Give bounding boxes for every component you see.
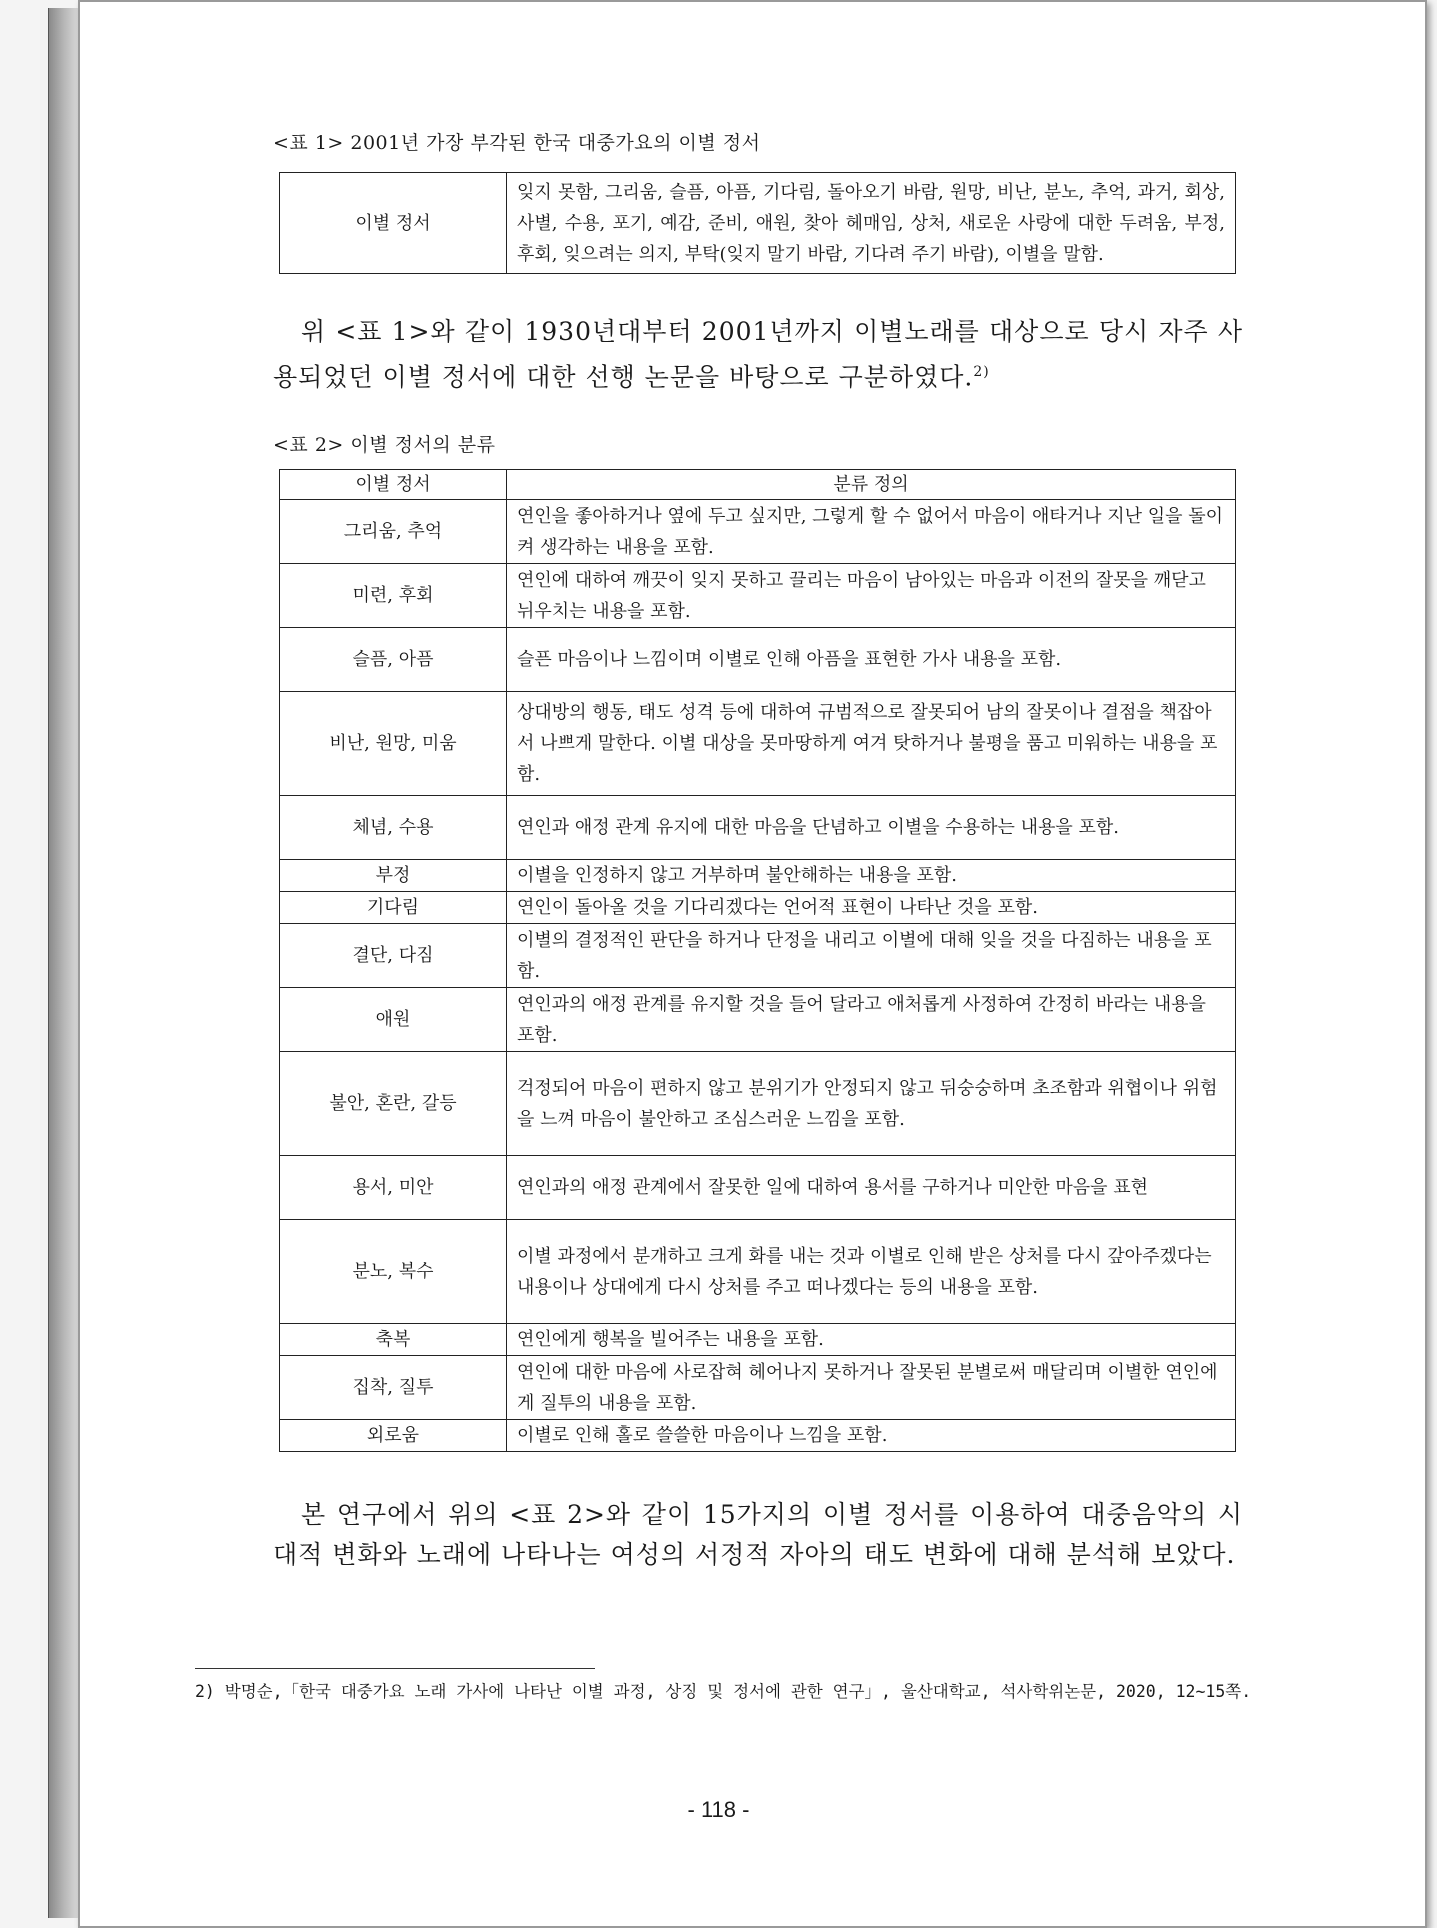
table1-label: 이별 정서 (280, 173, 507, 274)
row-label: 기다림 (280, 892, 507, 924)
row-definition: 연인과의 애정 관계에서 잘못한 일에 대하여 용서를 구하거나 미안한 마음을 표현 (507, 1156, 1236, 1220)
table-row (280, 988, 1236, 1052)
row-definition: 연인을 좋아하거나 옆에 두고 싶지만, 그렇게 할 수 없어서 마음이 애타거나 지난 일을 돌이켜 생각하는 내용을 포함. (507, 500, 1236, 564)
page-number: - 118 - (687, 1797, 750, 1822)
table-row (280, 1356, 1236, 1420)
table-row (280, 564, 1236, 628)
table-row (280, 1220, 1236, 1324)
table-row (280, 924, 1236, 988)
row-label: 부정 (280, 860, 507, 892)
table1 (279, 172, 1236, 274)
row-label: 결단, 다짐 (280, 924, 507, 988)
table-row (280, 500, 1236, 564)
row-label: 비난, 원망, 미움 (280, 692, 507, 796)
footnote: 2) 박명순,「한국 대중가요 노래 가사에 나타난 이별 과정, 상징 및 정서에 관한 연구」, 울산대학교, 석사학위논문, 2020, 12~15쪽. (195, 1682, 1252, 1701)
row-definition: 이별을 인정하지 않고 거부하며 불안해하는 내용을 포함. (507, 860, 1236, 892)
paragraph-1 (273, 312, 1243, 397)
row-definition: 상대방의 행동, 태도 성격 등에 대하여 규범적으로 잘못되어 남의 잘못이나 결점을 책잡아서 나쁘게 말한다. 이별 대상을 못마땅하게 여겨 탓하거나 불평을 품고 미워하는 내용을 포함. (507, 692, 1236, 796)
row-definition: 걱정되어 마음이 편하지 않고 분위기가 안정되지 않고 뒤숭숭하며 초조함과 위협이나 위험을 느껴 마음이 불안하고 조심스러운 느낌을 포함. (507, 1052, 1236, 1156)
header-cell-emotion: 이별 정서 (280, 470, 507, 500)
row-definition: 연인과의 애정 관계를 유지할 것을 들어 달라고 애처롭게 사정하여 간정히 바라는 내용을 포함. (507, 988, 1236, 1052)
row-definition: 이별의 결정적인 판단을 하거나 단정을 내리고 이별에 대해 잊을 것을 다짐하는 내용을 포함. (507, 924, 1236, 988)
table-row (280, 796, 1236, 860)
row-label: 외로움 (280, 1420, 507, 1452)
table-row (280, 892, 1236, 924)
row-definition: 슬픈 마음이나 느낌이며 이별로 인해 아픔을 표현한 가사 내용을 포함. (507, 628, 1236, 692)
table-header-row (280, 470, 1236, 500)
row-label: 분노, 복수 (280, 1220, 507, 1324)
table-row (280, 1324, 1236, 1356)
table-row (280, 860, 1236, 892)
row-label: 미련, 후회 (280, 564, 507, 628)
row-label: 집착, 질투 (280, 1356, 507, 1420)
row-label: 용서, 미안 (280, 1156, 507, 1220)
paragraph-1-text: 위 <표 1>와 같이 1930년대부터 2001년까지 이별노래를 대상으로 당시 자주 사용되었던 이별 정서에 대한 선행 논문을 바탕으로 구분하였다. (273, 317, 1243, 392)
table1-content: 잊지 못함, 그리움, 슬픔, 아픔, 기다림, 돌아오기 바람, 원망, 비난, 분노, 추억, 과거, 회상, 사별, 수용, 포기, 예감, 준비, 애원, 찾아 헤매임, 상처, 새로운 사랑에 대한 두려움, 부정, 후회, 잊으려는 의지, 부탁(잊지 말기 바람, 기다려 주기 바람), 이별을 말함. (507, 173, 1236, 274)
row-definition: 연인이 돌아올 것을 기다리겠다는 언어적 표현이 나타난 것을 포함. (507, 892, 1236, 924)
row-definition: 연인에 대한 마음에 사로잡혀 헤어나지 못하거나 잘못된 분별로써 매달리며 이별한 연인에게 질투의 내용을 포함. (507, 1356, 1236, 1420)
book-spine (48, 8, 81, 1918)
footnote-divider (195, 1668, 595, 1669)
row-label: 그리움, 추억 (280, 500, 507, 564)
table-row (280, 1156, 1236, 1220)
row-label: 체념, 수용 (280, 796, 507, 860)
row-definition: 연인에 대하여 깨끗이 잊지 못하고 끌리는 마음이 남아있는 마음과 이전의 잘못을 깨닫고 뉘우치는 내용을 포함. (507, 564, 1236, 628)
footnote-ref: 2) (973, 364, 990, 380)
table-row (280, 628, 1236, 692)
paragraph-2: 본 연구에서 위의 <표 2>와 같이 15가지의 이별 정서를 이용하여 대중음악의 시대적 변화와 노래에 나타나는 여성의 서정적 자아의 태도 변화에 대해 분석해 보았다. (273, 1500, 1243, 1569)
table-row (280, 1052, 1236, 1156)
row-label: 애원 (280, 988, 507, 1052)
table-row (280, 173, 1236, 274)
row-definition: 연인과 애정 관계 유지에 대한 마음을 단념하고 이별을 수용하는 내용을 포함. (507, 796, 1236, 860)
header-cell-definition: 분류 정의 (507, 470, 1236, 500)
row-definition: 이별 과정에서 분개하고 크게 화를 내는 것과 이별로 인해 받은 상처를 다시 갚아주겠다는 내용이나 상대에게 다시 상처를 주고 떠나겠다는 등의 내용을 포함. (507, 1220, 1236, 1324)
table-row (280, 692, 1236, 796)
row-label: 축복 (280, 1324, 507, 1356)
table2 (279, 469, 1236, 1452)
row-label: 슬픔, 아픔 (280, 628, 507, 692)
table-row (280, 1420, 1236, 1452)
row-label: 불안, 혼란, 갈등 (280, 1052, 507, 1156)
row-definition: 이별로 인해 홀로 쓸쓸한 마음이나 느낌을 포함. (507, 1420, 1236, 1452)
table2-caption: <표 2> 이별 정서의 분류 (273, 434, 496, 456)
table1-caption: <표 1> 2001년 가장 부각된 한국 대중가요의 이별 정서 (273, 132, 761, 154)
row-definition: 연인에게 행복을 빌어주는 내용을 포함. (507, 1324, 1236, 1356)
